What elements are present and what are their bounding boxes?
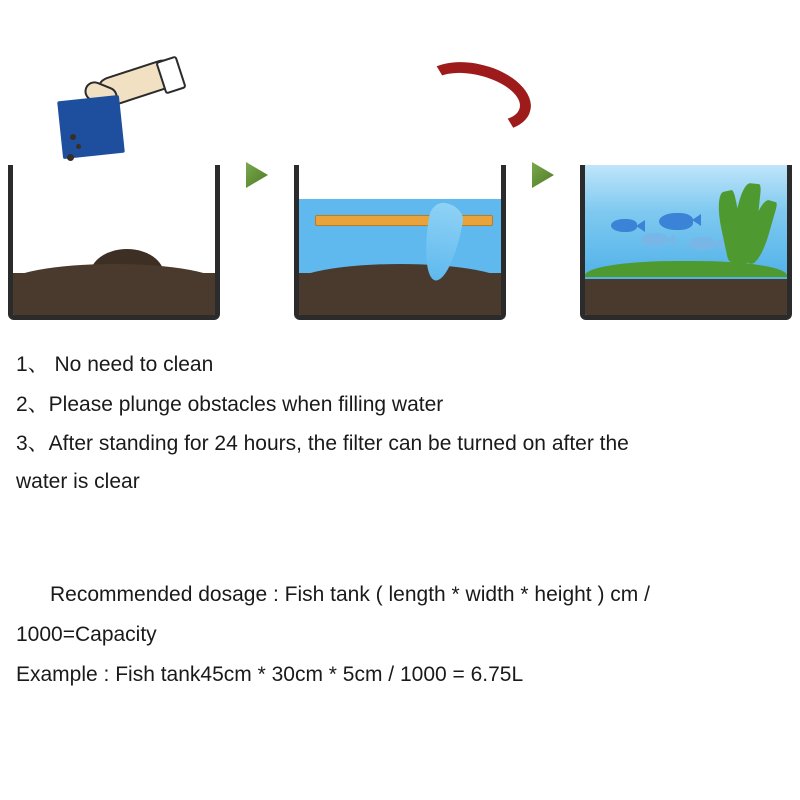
dosage-block <box>16 575 786 695</box>
fish-icon <box>659 213 693 230</box>
hose-icon <box>414 64 524 144</box>
substrate-layer <box>13 273 215 315</box>
instruction-notes <box>16 345 786 501</box>
tank-outline <box>8 165 220 320</box>
arrow-right-2-icon <box>532 162 554 188</box>
dosage-formula-line2: 1000=Capacity <box>16 623 157 646</box>
arrow-right-1-icon <box>246 162 268 188</box>
tank-outline <box>294 165 506 320</box>
fish-icon <box>641 233 667 246</box>
instruction-steps <box>0 85 800 320</box>
note-item-continuation: water is clear <box>16 470 140 493</box>
note-item: 2、Please plunge obstacles when filling water <box>16 393 444 416</box>
fish-icon <box>689 237 715 250</box>
substrate-layer <box>585 279 787 315</box>
fish-icon <box>611 219 637 232</box>
substrate-layer <box>299 273 501 315</box>
flat-plate-icon <box>315 215 493 226</box>
step-finished-tank <box>580 90 792 320</box>
step-pour-substrate <box>8 90 220 320</box>
tank-outline <box>580 165 792 320</box>
dosage-formula-line1: Recommended dosage : Fish tank ( length * width * height ) cm / <box>50 583 650 606</box>
step-fill-water <box>294 90 506 320</box>
dosage-example: Example : Fish tank45cm * 30cm * 5cm / 1000 = 6.75L <box>16 663 524 686</box>
note-item: 3、After standing for 24 hours, the filter can be turned on after the <box>16 432 629 455</box>
note-item: 1、 No need to clean <box>16 353 214 376</box>
